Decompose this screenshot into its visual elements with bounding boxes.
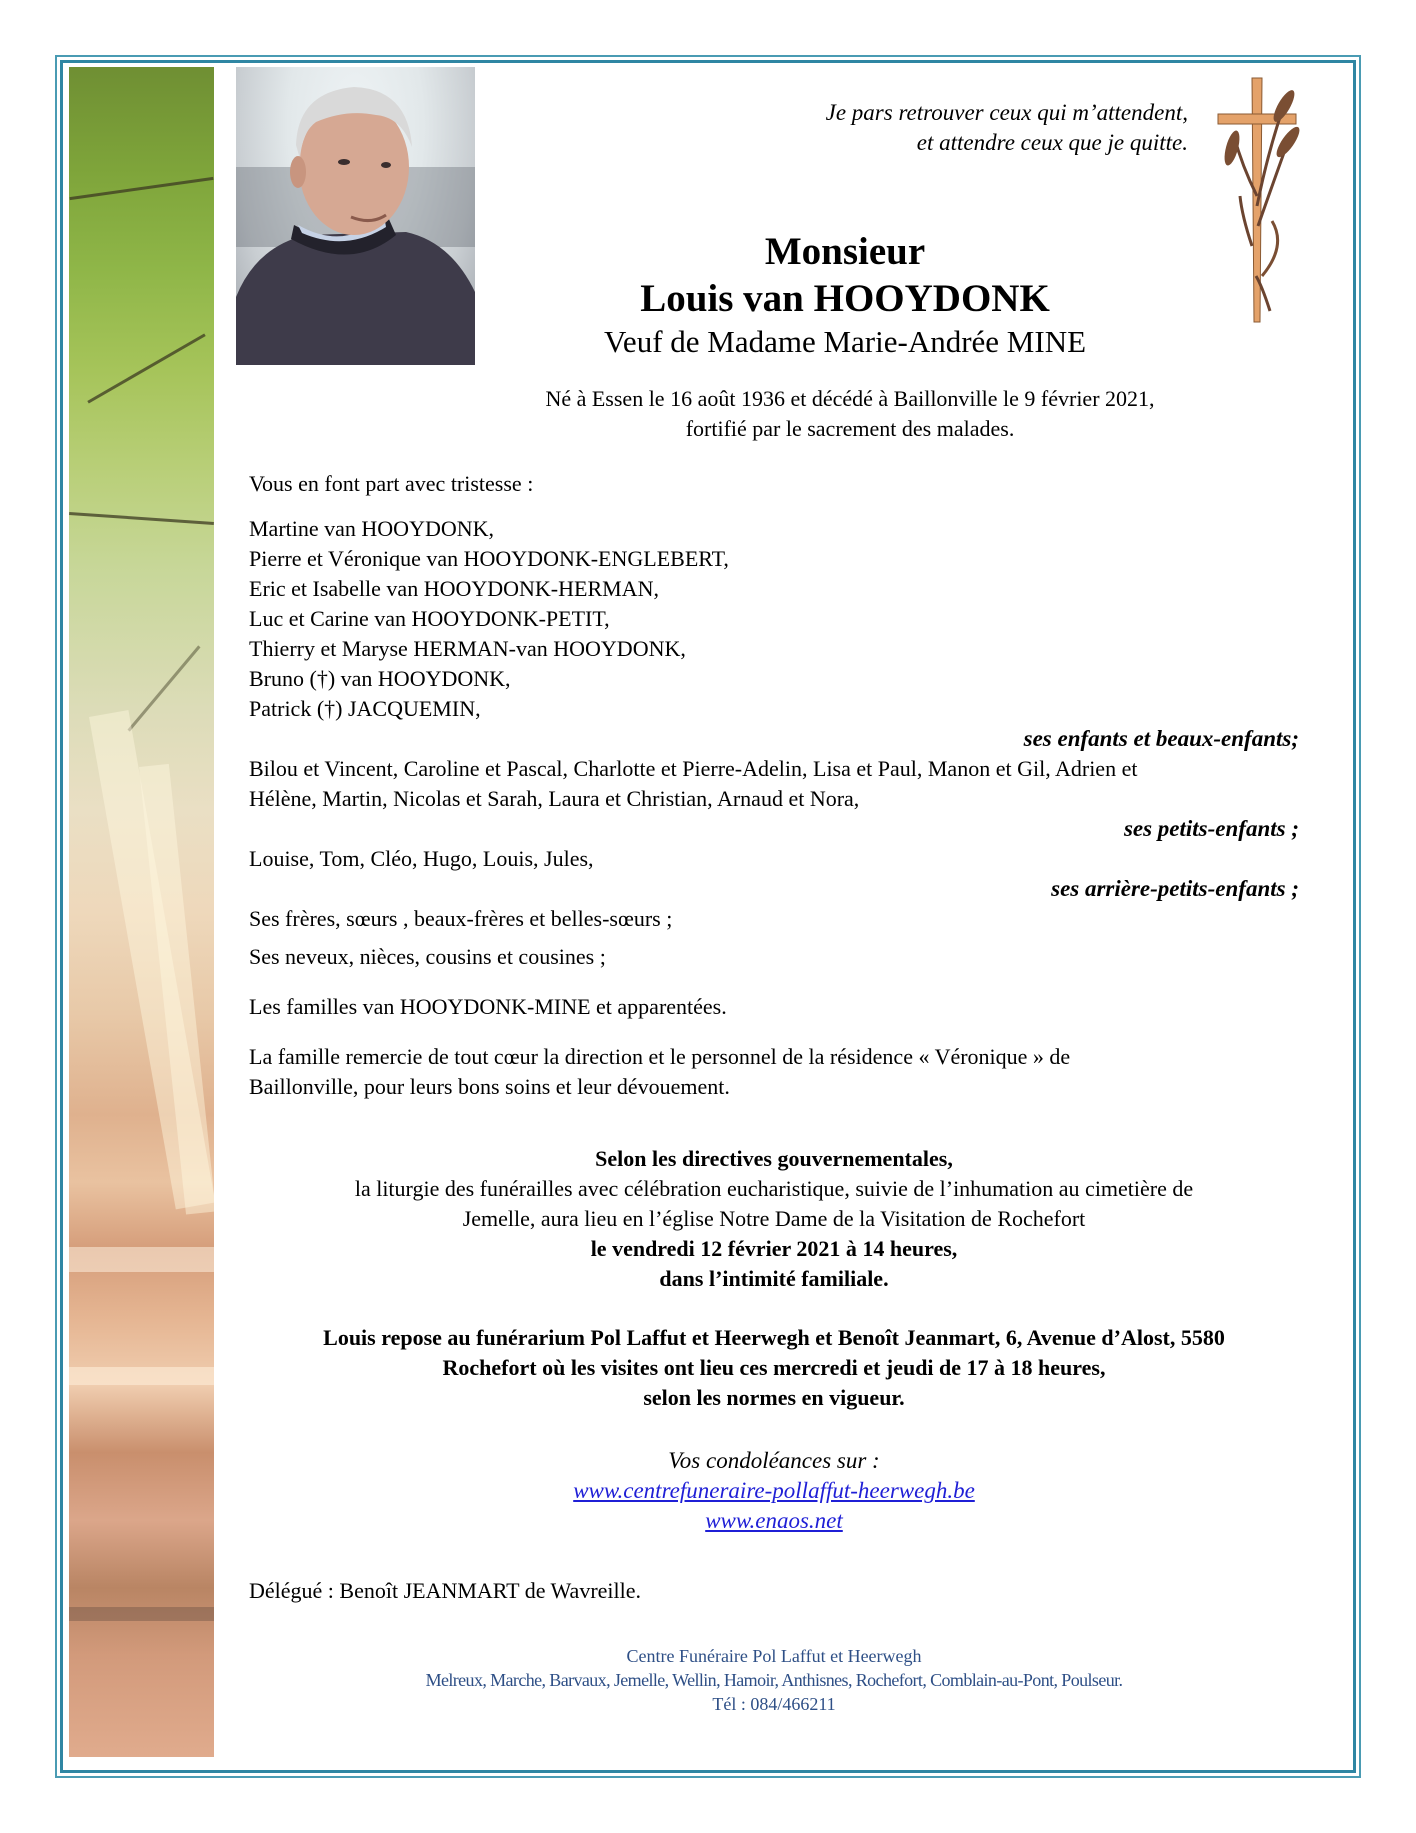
ceremony-line-1: Selon les directives gouvernementales,: [595, 1146, 953, 1171]
ceremony-info: [249, 1144, 1299, 1294]
sacrament-line: fortifié par le sacrement des malades.: [685, 416, 1015, 441]
condolences-label: Vos condoléances sur :: [668, 1448, 880, 1473]
grandchildren-label: ses petits-enfants ;: [1123, 816, 1299, 841]
ceremony-privacy: dans l’intimité familiale.: [659, 1266, 889, 1291]
great-grandchildren-line: Louise, Tom, Cléo, Hugo, Louis, Jules,: [249, 846, 594, 871]
visitation-line-3: selon les normes en vigueur.: [643, 1385, 905, 1410]
ceremony-line-3: Jemelle, aura lieu en l’église Notre Dame de la Visitation de Rochefort: [462, 1206, 1086, 1231]
delegate-line: Délégué : Benoît JEANMART de Wavreille.: [249, 1578, 642, 1603]
condolences-link-funeral-center[interactable]: www.centrefuneraire-pollaffut-heerwegh.be: [573, 1478, 975, 1503]
thanks-line-2: Baillonville, pour leurs bons soins et leur dévouement.: [249, 1074, 730, 1099]
list-item: Pierre et Véronique van HOOYDONK-ENGLEBERT,: [249, 546, 729, 571]
honorific: Monsieur: [764, 230, 926, 273]
birth-death-info: [420, 384, 1280, 444]
intro-line: Vous en font part avec tristesse :: [249, 471, 534, 496]
great-grandchildren-label: ses arrière-petits-enfants ;: [1051, 876, 1299, 901]
list-item: Luc et Carine van HOOYDONK-PETIT,: [249, 606, 610, 631]
quote-line-1: Je pars retrouver ceux qui m’attendent,: [825, 100, 1188, 125]
list-item: Patrick (†) JACQUEMIN,: [249, 696, 481, 721]
visitation-line-1: Louis repose au funérarium Pol Laffut et Heerwegh et Benoît Jeanmart, 6, Avenue d’Alost, 5580: [323, 1325, 1225, 1350]
footer-locations: Melreux, Marche, Barvaux, Jemelle, Wellin, Hamoir, Anthisnes, Rochefort, Comblain-au-Pont, Poulseur.: [425, 1670, 1123, 1690]
funeral-home-footer: [249, 1644, 1299, 1716]
forest-path-image: [69, 67, 214, 1757]
nephews-line: Ses neveux, nièces, cousins et cousines ;: [249, 944, 606, 969]
footer-phone: Tél : 084/466211: [712, 1694, 836, 1714]
grandchildren-line-2: Hélène, Martin, Nicolas et Sarah, Laura et Christian, Arnaud et Nora,: [249, 786, 860, 811]
list-item: Martine van HOOYDONK,: [249, 516, 495, 541]
portrait-photo: [236, 67, 475, 365]
widow-of: Veuf de Madame Marie-Andrée MINE: [603, 324, 1087, 359]
ceremony-line-2: la liturgie des funérailles avec célébration eucharistique, suivie de l’inhumation au cimetière de: [354, 1176, 1194, 1201]
visitation-line-2: Rochefort où les visites ont lieu ces mercredi et jeudi de 17 à 18 heures,: [442, 1355, 1106, 1380]
deceased-header: [480, 228, 1210, 362]
families-line: Les familles van HOOYDONK-MINE et apparentées.: [249, 994, 727, 1019]
quote-line-2: et attendre ceux que je quitte.: [916, 130, 1188, 155]
list-item: Eric et Isabelle van HOOYDONK-HERMAN,: [249, 576, 659, 601]
condolences-block: [249, 1446, 1299, 1536]
visitation-info: [249, 1323, 1299, 1413]
condolences-link-enaos[interactable]: www.enaos.net: [705, 1508, 843, 1533]
list-item: Thierry et Maryse HERMAN-van HOOYDONK,: [249, 636, 686, 661]
siblings-line: Ses frères, sœurs , beaux-frères et belles-sœurs ;: [249, 906, 673, 931]
ceremony-date: le vendredi 12 février 2021 à 14 heures,: [590, 1236, 958, 1261]
deceased-name: Louis van HOOYDONK: [640, 277, 1050, 320]
thanks-line-1: La famille remercie de tout cœur la direction et le personnel de la résidence « Véronique » de: [249, 1044, 1071, 1069]
cross-with-wheat-icon: [1212, 76, 1302, 330]
delegate-block: [249, 1576, 1299, 1606]
epitaph-quote: [826, 98, 1188, 158]
grandchildren-line-1: Bilou et Vincent, Caroline et Pascal, Charlotte et Pierre-Adelin, Lisa et Paul, Manon et Gil, Adrien et: [249, 756, 1138, 781]
children-label: ses enfants et beaux-enfants;: [1023, 726, 1299, 751]
footer-company: Centre Funéraire Pol Laffut et Heerwegh: [626, 1646, 922, 1666]
announcement-body: [249, 469, 1299, 1102]
children-list: [249, 514, 1299, 724]
list-item: Bruno (†) van HOOYDONK,: [249, 666, 511, 691]
birth-death-line: Né à Essen le 16 août 1936 et décédé à Baillonville le 9 février 2021,: [545, 386, 1155, 411]
